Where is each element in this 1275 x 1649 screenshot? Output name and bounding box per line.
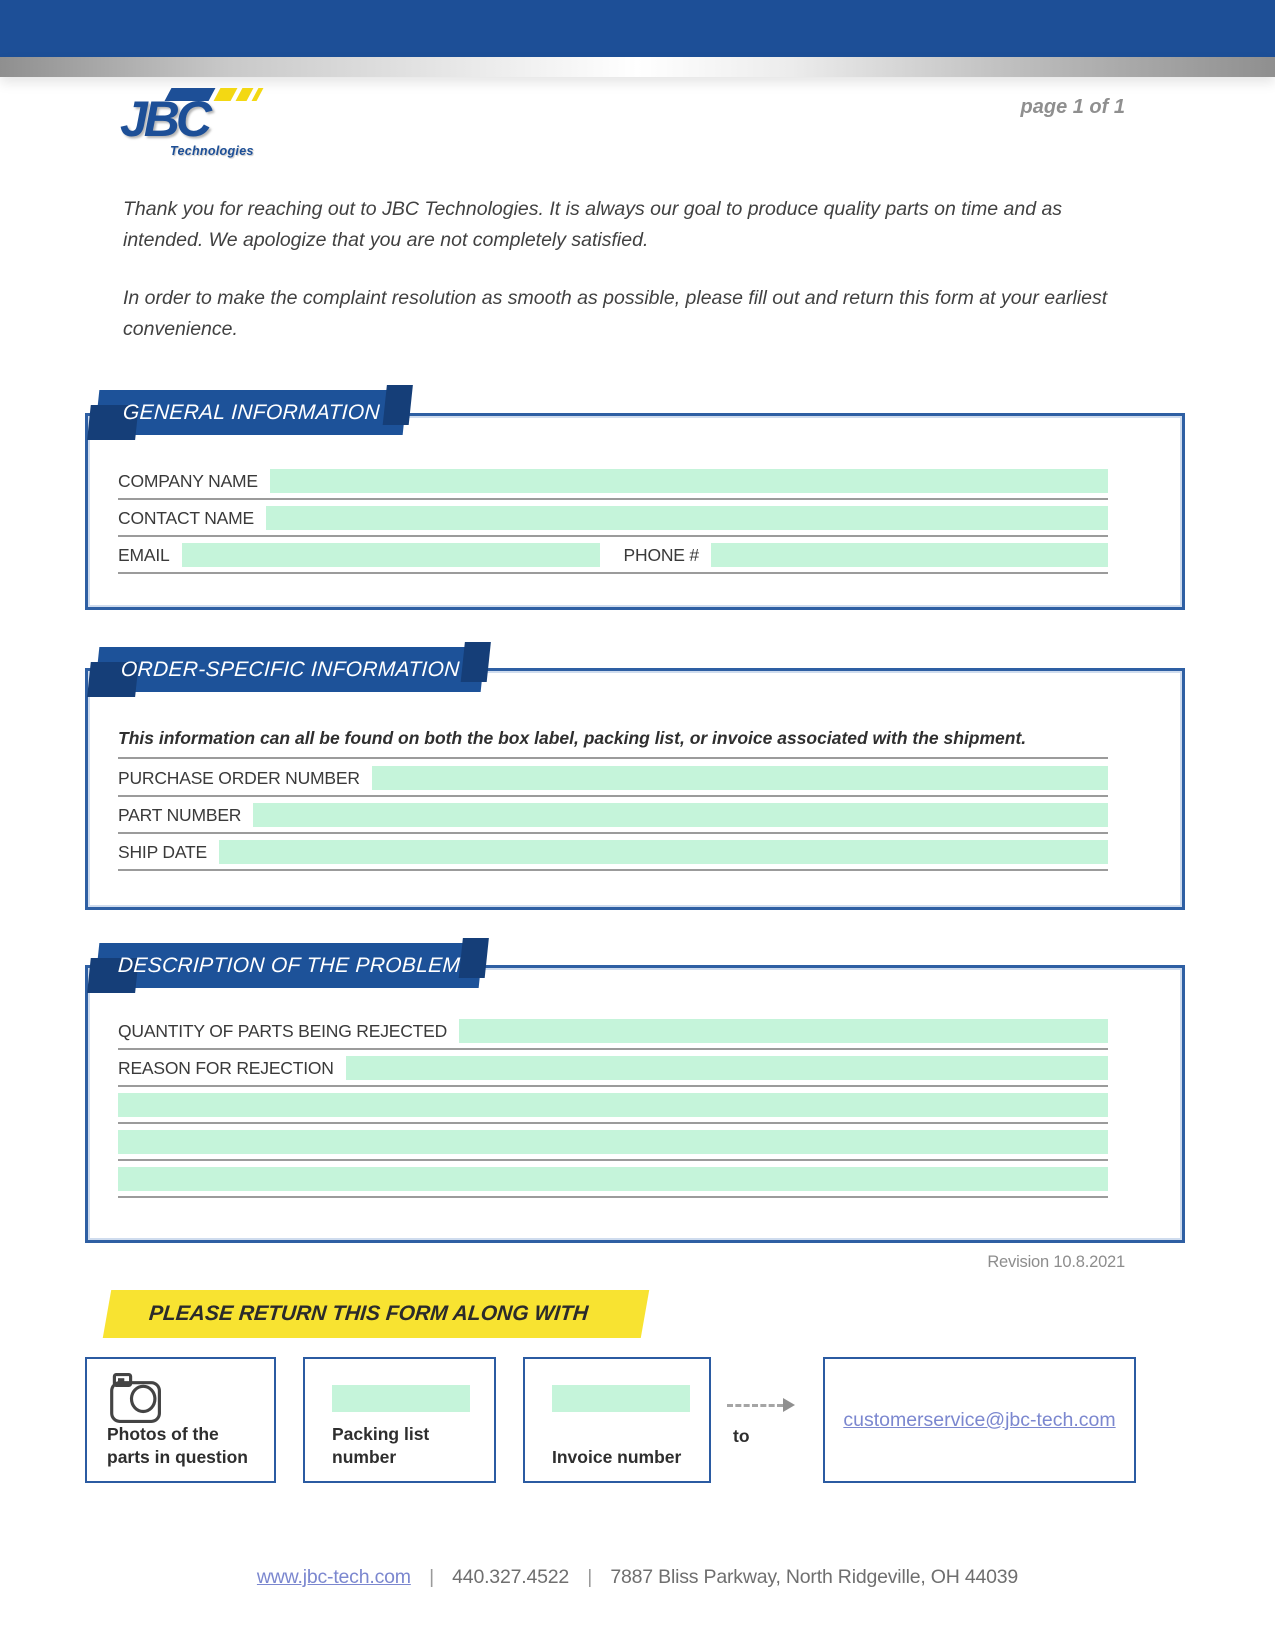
general-info-title: GENERAL INFORMATION [121, 400, 381, 424]
packing-number-swatch [332, 1385, 470, 1412]
photos-label: Photos of the parts in question [107, 1424, 248, 1467]
company-name-label: COMPANY NAME [118, 471, 258, 491]
reason-line-3-input[interactable] [118, 1130, 1108, 1154]
general-info-box [85, 413, 1185, 610]
intro-paragraph-1: Thank you for reaching out to JBC Technologies. It is always our goal to produce quality parts on time and as intended. We apologize that you are not completely satisfied. [123, 198, 1063, 251]
ship-date-input[interactable] [219, 840, 1108, 864]
to-label: to [733, 1426, 750, 1446]
top-navy-bar [0, 0, 1275, 57]
phone-label: PHONE # [623, 545, 699, 565]
contact-name-label: CONTACT NAME [118, 508, 254, 528]
problem-title: DESCRIPTION OF THE PROBLEM [117, 953, 461, 977]
order-note: This information can all be found on both the box label, packing list, or invoice associated with the shipment. [118, 728, 1027, 748]
problem-ribbon [95, 943, 484, 988]
invoice-number-swatch [552, 1385, 690, 1412]
return-banner-text: PLEASE RETURN THIS FORM ALONG WITH [148, 1302, 590, 1325]
packing-label: Packing list number [332, 1424, 430, 1467]
ship-date-row [118, 840, 1108, 871]
reason-continuation-row-1 [118, 1093, 1108, 1124]
footer-address: 7887 Bliss Parkway, North Ridgeville, OH 44039 [610, 1566, 1019, 1588]
footer-separator: | [587, 1566, 593, 1588]
purchase-order-row [118, 766, 1108, 797]
camera-icon [107, 1371, 165, 1425]
reason-line-4-input[interactable] [118, 1167, 1108, 1191]
packing-box [303, 1357, 496, 1483]
general-info-ribbon [95, 390, 408, 435]
problem-box [85, 965, 1185, 1243]
footer-phone: 440.327.4522 [452, 1566, 570, 1588]
part-number-label: PART NUMBER [118, 805, 242, 825]
email-label: EMAIL [118, 545, 170, 565]
logo-wordmark: JBC [120, 91, 209, 147]
order-info-box [85, 668, 1185, 910]
order-info-title: ORDER-SPECIFIC INFORMATION [120, 657, 461, 681]
reason-rejection-label: REASON FOR REJECTION [118, 1058, 334, 1078]
send-to-connector [727, 1398, 805, 1447]
page-indicator: page 1 of 1 [1020, 96, 1125, 118]
order-note-row [118, 727, 1108, 759]
purchase-order-label: PURCHASE ORDER NUMBER [118, 768, 360, 788]
return-banner [103, 1290, 649, 1338]
photos-box [85, 1357, 276, 1483]
phone-input[interactable] [711, 543, 1108, 567]
silver-gradient-stripe [0, 57, 1275, 77]
ship-date-label: SHIP DATE [118, 842, 207, 862]
reason-rejection-input[interactable] [346, 1056, 1108, 1080]
part-number-input[interactable] [253, 803, 1108, 827]
reason-continuation-row-2 [118, 1130, 1108, 1161]
intro-paragraph-2: In order to make the complaint resolution as smooth as possible, please fill out and return this form at your earliest convenience. [123, 287, 1108, 340]
reason-rejection-row [118, 1056, 1108, 1087]
arrow-right-icon [727, 1398, 805, 1412]
footer [0, 1566, 1275, 1589]
intro-text [123, 194, 1108, 345]
company-name-row [118, 469, 1108, 500]
jbc-logo [120, 88, 270, 166]
quantity-rejected-label: QUANTITY OF PARTS BEING REJECTED [118, 1021, 448, 1041]
purchase-order-input[interactable] [372, 766, 1108, 790]
quantity-rejected-input[interactable] [459, 1019, 1108, 1043]
company-name-input[interactable] [270, 469, 1108, 493]
contact-name-input[interactable] [266, 506, 1108, 530]
website-link[interactable]: www.jbc-tech.com [256, 1566, 411, 1588]
invoice-label: Invoice number [552, 1447, 682, 1467]
email-phone-row [118, 543, 1108, 574]
order-info-ribbon [95, 647, 486, 692]
contact-name-row [118, 506, 1108, 537]
reason-line-2-input[interactable] [118, 1093, 1108, 1117]
email-input[interactable] [182, 543, 600, 567]
quantity-rejected-row [118, 1019, 1108, 1050]
customer-service-email-link[interactable]: customerservice@jbc-tech.com [843, 1408, 1116, 1431]
invoice-box [523, 1357, 711, 1483]
footer-separator: | [429, 1566, 434, 1588]
email-box [823, 1357, 1136, 1483]
logo-tagline: Technologies [170, 144, 254, 158]
revision-note: Revision 10.8.2021 [987, 1253, 1125, 1271]
reason-continuation-row-3 [118, 1167, 1108, 1198]
part-number-row [118, 803, 1108, 834]
